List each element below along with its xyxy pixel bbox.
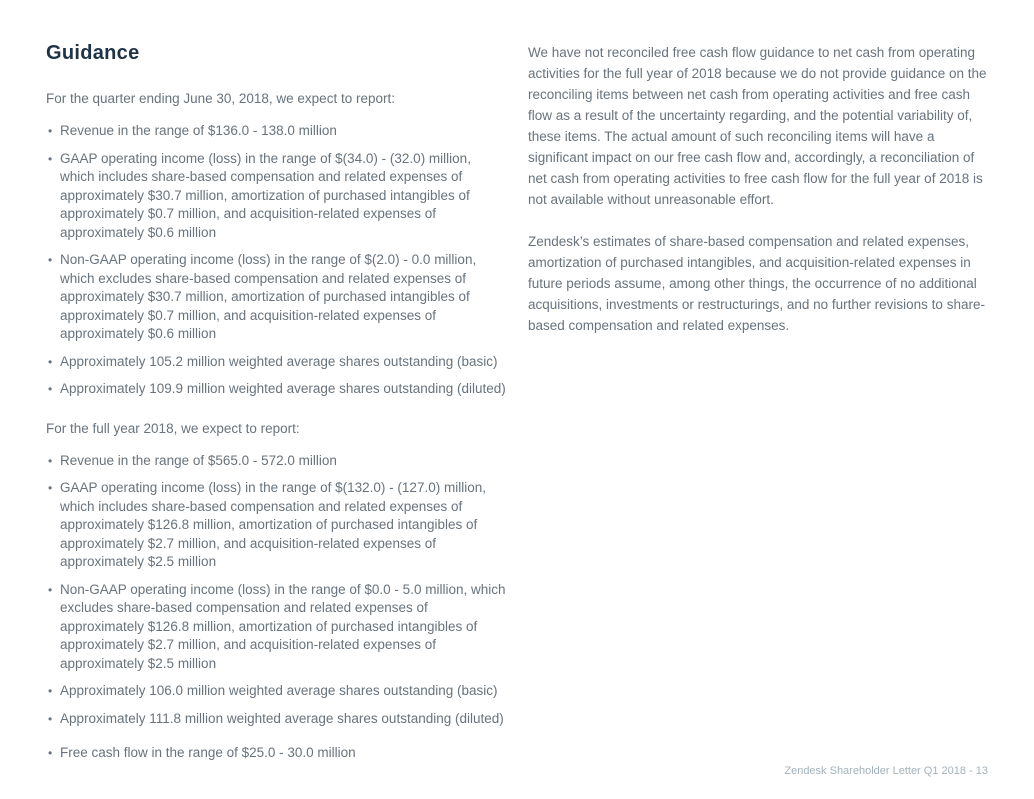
list-item: • Non-GAAP operating income (loss) in the range of $0.0 - 5.0 million, which excludes share-based compensation and related expenses of approximately $126.8 million, amortization of purchased intangibles of approximately $2.7 million, and acquisition-related expenses of approximately $2.5 million xyxy=(46,581,508,674)
list-item: • GAAP operating income (loss) in the range of $(34.0) - (32.0) million, which includes share-based compensation and related expenses of approximately $30.7 million, amortization of purchased intangibles of approximately $0.7 million, and acquisition-related expenses of approximately $0.6 million xyxy=(46,150,508,243)
list-item: • Non-GAAP operating income (loss) in the range of $(2.0) - 0.0 million, which excludes share-based compensation and related expenses of approximately $30.7 million, amortization of purchased intangibles of approximately $0.7 million, and acquisition-related expenses of approximately $0.6 million xyxy=(46,251,508,344)
list-item: • Approximately 105.2 million weighted average shares outstanding (basic) xyxy=(46,353,508,372)
two-column-layout xyxy=(46,42,988,783)
list-item: • Approximately 111.8 million weighted average shares outstanding (diluted) xyxy=(46,710,508,729)
estimates-paragraph: Zendesk’s estimates of share-based compensation and related expenses, amortization of purchased intangibles, and acquisition-related expenses in future periods assume, among other things, the occurrence of no additional acquisitions, investments or restructurings, and no further revisions to share-based compensation and related expenses. xyxy=(528,234,985,333)
quarter-bullet-list xyxy=(46,122,508,399)
reconciliation-paragraph: We have not reconciled free cash flow guidance to net cash from operating activities for the full year of 2018 because we do not provide guidance on the reconciling items between net cash from operating activities and free cash flow as a result of the uncertainty regarding, and the potential variability of, these items. The actual amount of such reconciling items will have a significant impact on our free cash flow and, accordingly, a reconciliation of net cash from operating activities to free cash flow for the full year of 2018 is not available without unreasonable effort. xyxy=(528,45,987,207)
left-column xyxy=(46,42,508,783)
page-footer: Zendesk Shareholder Letter Q1 2018 - 13 xyxy=(784,765,988,777)
full-year-intro: For the full year 2018, we expect to report: xyxy=(46,420,300,436)
quarter-intro: For the quarter ending June 30, 2018, we expect to report: xyxy=(46,91,395,106)
list-item: • GAAP operating income (loss) in the range of $(132.0) - (127.0) million, which includes share-based compensation and related expenses of approximately $126.8 million, amortization of purchased intangibles of approximately $2.7 million, and acquisition-related expenses of approximately $2.5 million xyxy=(46,479,508,572)
list-item: • Revenue in the range of $136.0 - 138.0 million xyxy=(46,122,508,141)
list-item: • Revenue in the range of $565.0 - 572.0 million xyxy=(46,452,508,471)
page-title: Guidance xyxy=(46,42,140,64)
list-item: • Approximately 106.0 million weighted average shares outstanding (basic) xyxy=(46,682,508,701)
right-column xyxy=(528,42,988,357)
list-item: • Approximately 109.9 million weighted average shares outstanding (diluted) xyxy=(46,380,508,399)
list-item: • Free cash flow in the range of $25.0 - 30.0 million xyxy=(46,744,508,763)
full-year-bullet-list xyxy=(46,452,508,763)
